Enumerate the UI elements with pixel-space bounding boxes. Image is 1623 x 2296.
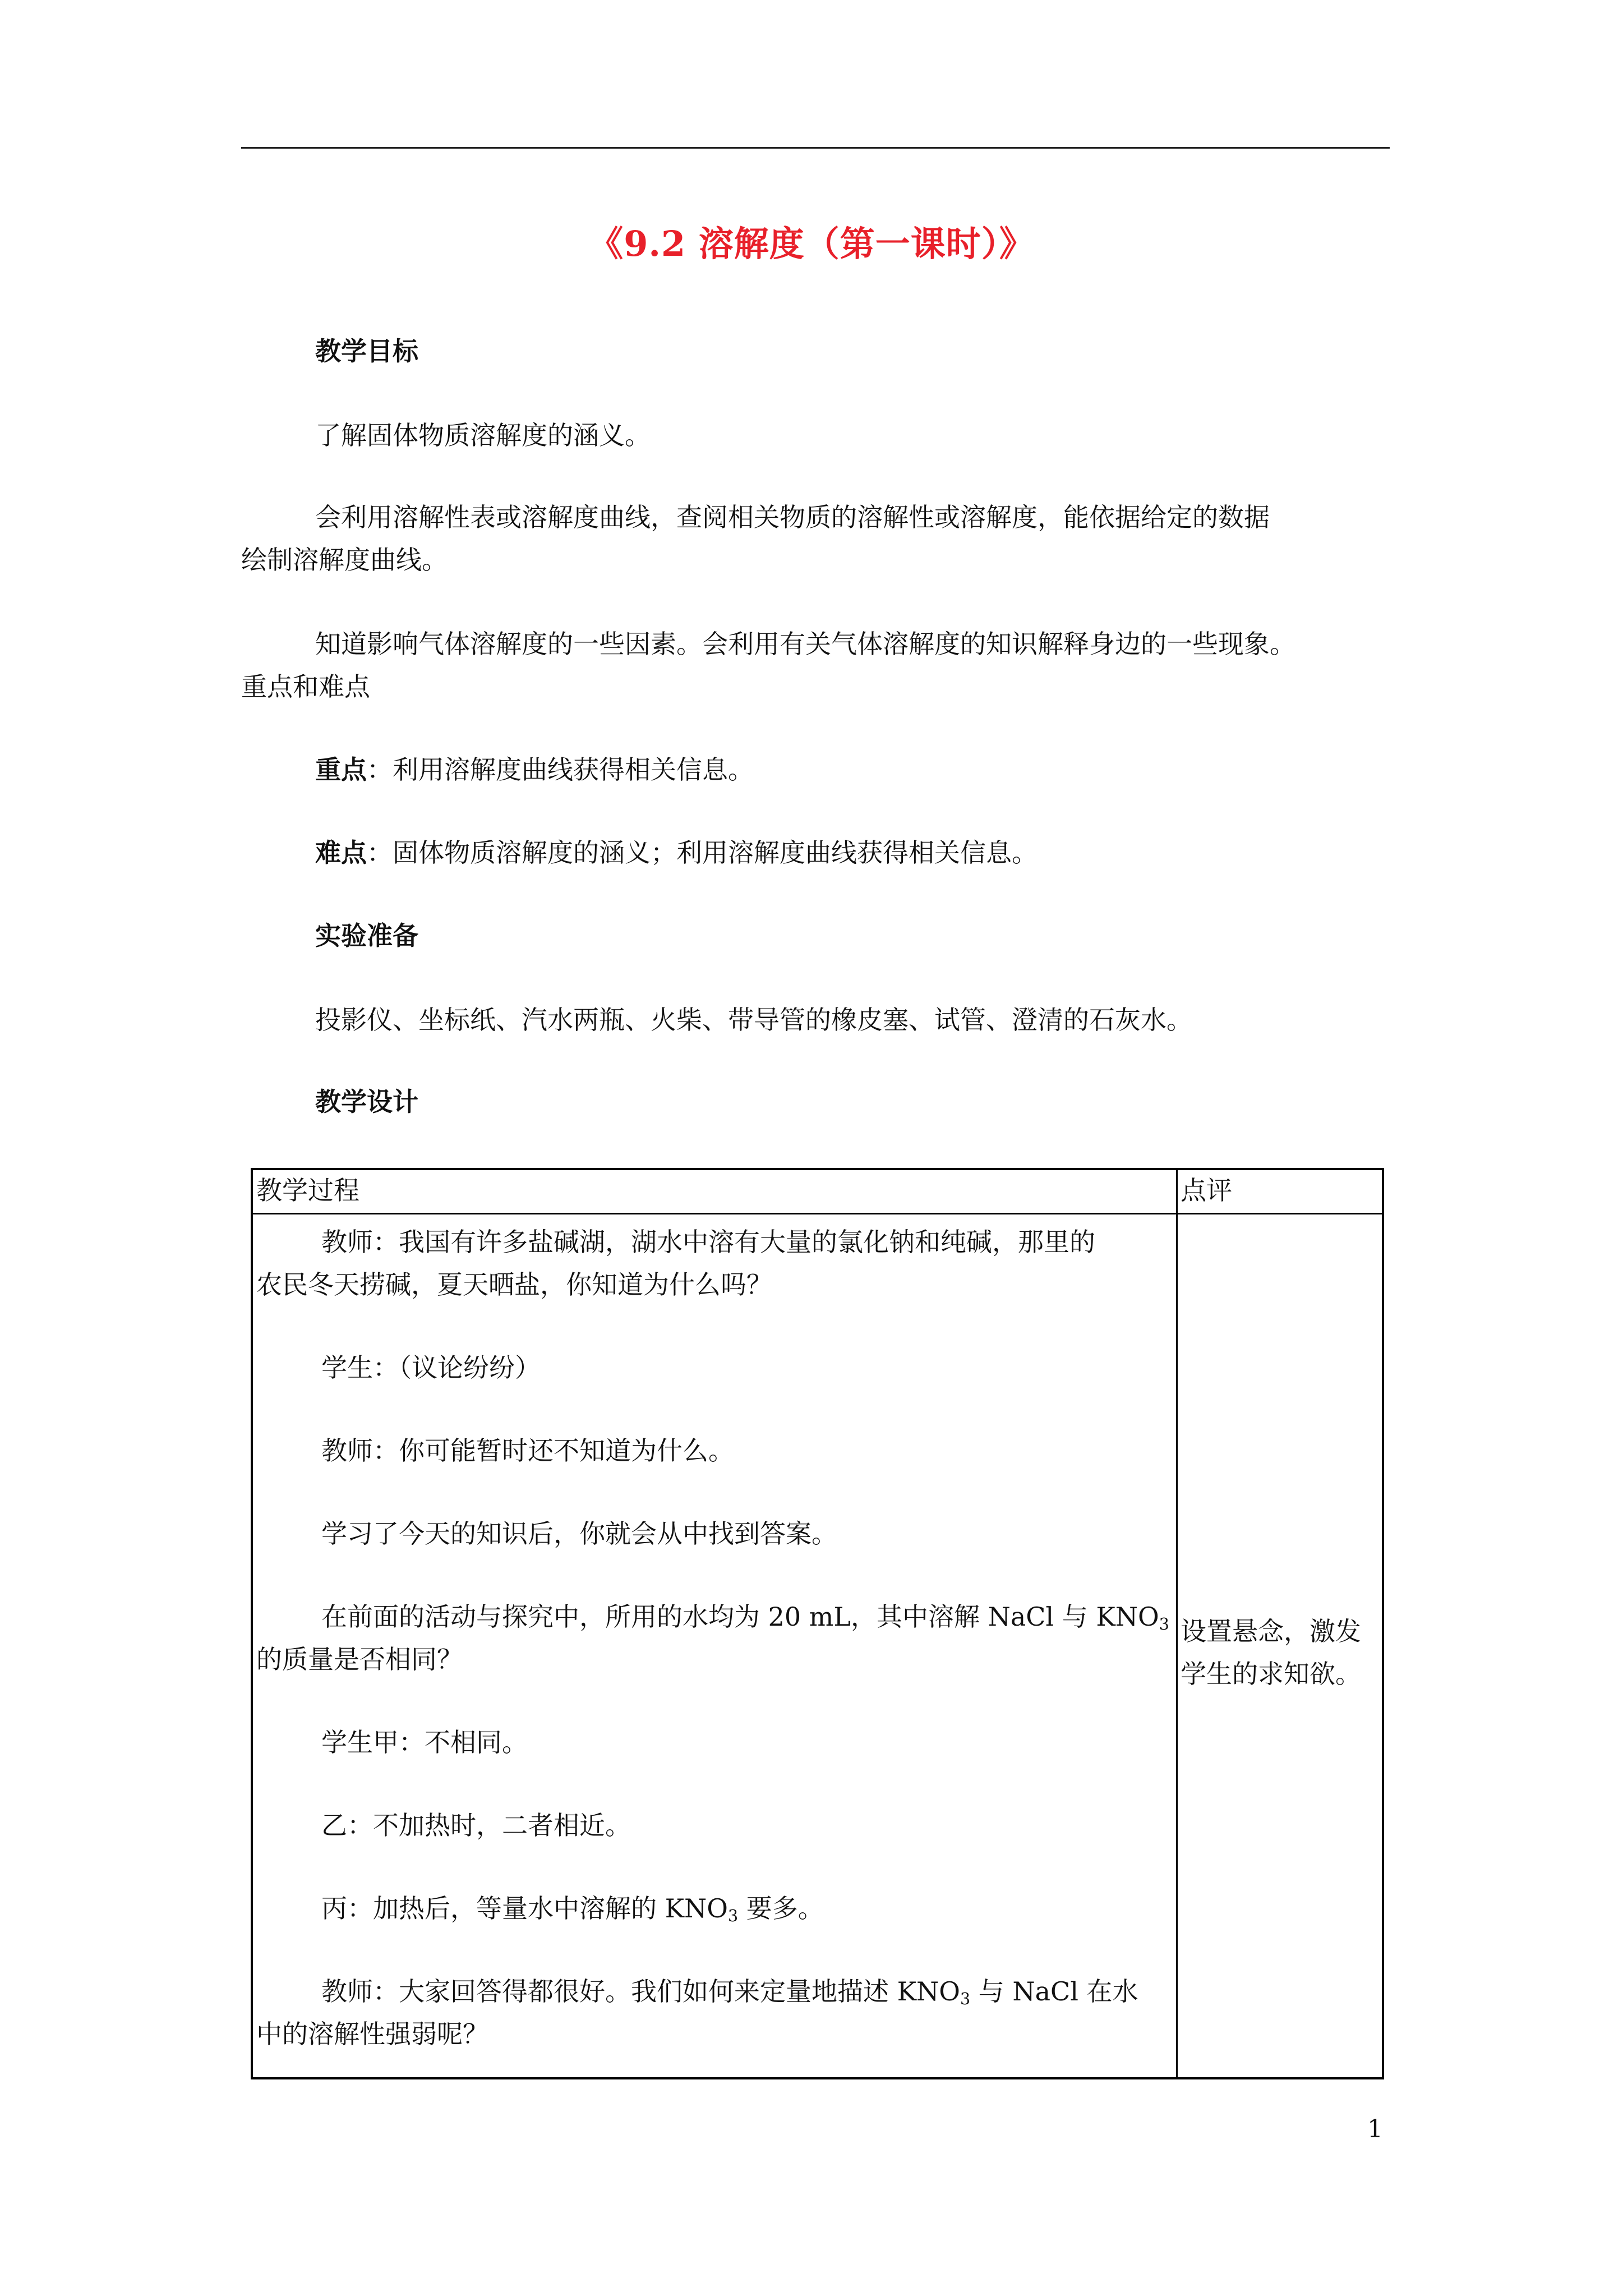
objectives-heading: 教学目标: [315, 336, 418, 366]
dialogue-3: 教师：你可能暂时还不知道为什么。: [321, 1435, 734, 1466]
dialogue-5-line2: 的质量是否相同？: [256, 1644, 463, 1674]
dialogue-9-subscript: 3: [960, 1990, 971, 2009]
focus-paragraph: [315, 748, 754, 791]
prep-heading: 实验准备: [315, 921, 418, 951]
difficulty-paragraph: [315, 831, 1038, 874]
dialogue-2: 学生：（议论纷纷）: [321, 1352, 541, 1383]
dialogue-8-text-a: 丙：加热后，等量水中溶解的 KNO: [321, 1893, 728, 1924]
table-header-process: 教学过程: [256, 1175, 359, 1205]
keypoints-heading: 重点和难点: [241, 671, 370, 702]
dialogue-6: 学生甲：不相同。: [321, 1727, 528, 1757]
focus-label: 重点: [315, 754, 367, 785]
objective-2-line1: 会利用溶解性表或溶解度曲线，查阅相关物质的溶解性或溶解度，能依据给定的数据: [315, 502, 1270, 532]
table-column-divider: [1176, 1170, 1178, 2077]
header-rule: [241, 147, 1390, 149]
dialogue-4: 学习了今天的知识后，你就会从中找到答案。: [321, 1519, 837, 1549]
difficulty-label: 难点: [315, 838, 367, 868]
table-header-comment: 点评: [1181, 1175, 1232, 1205]
dialogue-9-text-a: 教师：大家回答得都很好。我们如何来定量地描述 KNO: [321, 1976, 960, 2007]
comment-line1: 设置悬念，激发: [1181, 1616, 1361, 1646]
dialogue-5-text: 在前面的活动与探究中，所用的水均为 20 mL，其中溶解 NaCl 与 KNO: [321, 1602, 1159, 1632]
dialogue-1-line2: 农民冬天捞碱，夏天晒盐，你知道为什么吗？: [256, 1269, 772, 1300]
focus-text: ：利用溶解度曲线获得相关信息。: [367, 754, 754, 785]
table-header-divider: [253, 1213, 1382, 1214]
page-title: 《9.2 溶解度（第一课时）》: [588, 223, 1035, 264]
objective-3: 知道影响气体溶解度的一些因素。会利用有关气体溶解度的知识解释身边的一些现象。: [315, 629, 1295, 659]
objective-1: 了解固体物质溶解度的涵义。: [315, 420, 651, 450]
design-heading: 教学设计: [315, 1087, 418, 1117]
prep-text: 投影仪、坐标纸、汽水两瓶、火柴、带导管的橡皮塞、试管、澄清的石灰水。: [315, 1005, 1192, 1035]
dialogue-7: 乙：不加热时，二者相近。: [321, 1810, 631, 1841]
teaching-design-table: [251, 1168, 1384, 2079]
dialogue-1-line1: 教师：我国有许多盐碱湖，湖水中溶有大量的氯化钠和纯碱，那里的: [321, 1227, 1095, 1257]
dialogue-9-line2: 中的溶解性强弱呢？: [256, 2019, 488, 2049]
dialogue-9-text-b: 与 NaCl 在水: [970, 1976, 1138, 2007]
difficulty-text: ：固体物质溶解度的涵义；利用溶解度曲线获得相关信息。: [367, 838, 1038, 868]
dialogue-5-line1: [321, 1595, 1169, 1638]
dialogue-9-line1: [321, 1970, 1138, 2013]
dialogue-8-subscript: 3: [727, 1907, 739, 1926]
comment-line2: 学生的求知欲。: [1181, 1659, 1361, 1689]
dialogue-8-text-b: 要多。: [738, 1893, 824, 1924]
objective-2-line2: 绘制溶解度曲线。: [241, 545, 448, 575]
dialogue-5-subscript: 3: [1159, 1615, 1169, 1634]
dialogue-8: [321, 1887, 824, 1930]
page-number: 1: [1367, 2115, 1383, 2143]
